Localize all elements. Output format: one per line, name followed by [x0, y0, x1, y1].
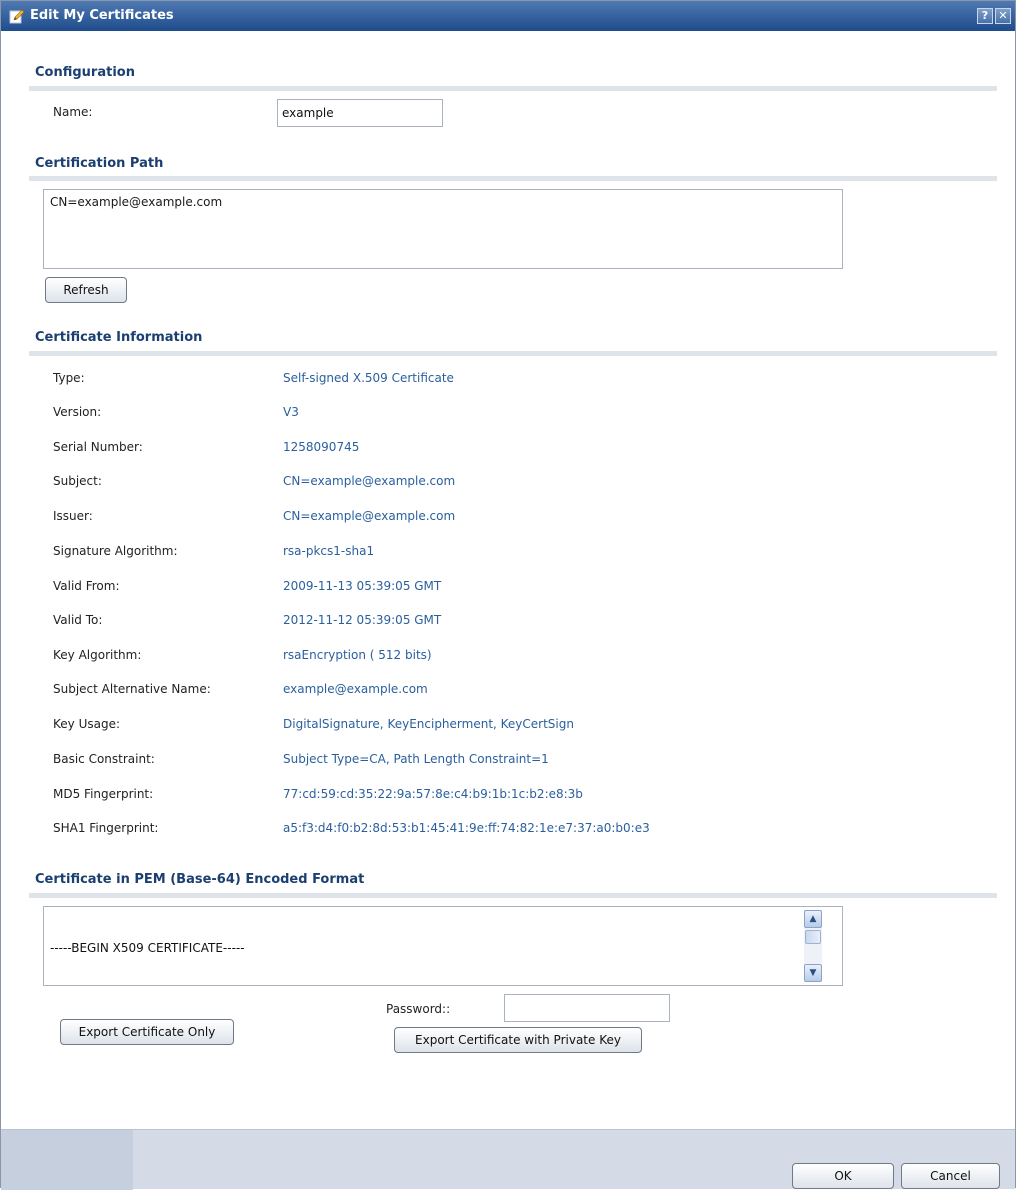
- password-input[interactable]: [504, 994, 670, 1022]
- edit-pencil-icon: [9, 8, 25, 24]
- info-value-version: V3: [283, 405, 299, 419]
- help-icon[interactable]: ?: [977, 8, 993, 24]
- scroll-up-icon[interactable]: ▲: [804, 910, 822, 928]
- configuration-section-title: Configuration: [35, 65, 135, 80]
- pem-section-title: Certificate in PEM (Base-64) Encoded Format: [35, 872, 365, 887]
- certification-path-entry[interactable]: CN=example@example.com: [50, 195, 223, 209]
- export-certificate-only-button[interactable]: Export Certificate Only: [60, 1019, 234, 1045]
- name-input[interactable]: [277, 99, 443, 127]
- section-divider: [29, 351, 997, 356]
- scroll-track[interactable]: [804, 928, 822, 964]
- pem-scrollbar[interactable]: [804, 910, 822, 982]
- info-value-key-usage: DigitalSignature, KeyEncipherment, KeyCertSign: [283, 717, 574, 731]
- info-label-issuer: Issuer:: [53, 509, 93, 523]
- info-label-subject-alternative-name: Subject Alternative Name:: [53, 682, 211, 696]
- info-label-key-usage: Key Usage:: [53, 717, 121, 731]
- info-value-key-algorithm: rsaEncryption ( 512 bits): [283, 648, 432, 662]
- cancel-button[interactable]: Cancel: [901, 1163, 1000, 1189]
- info-value-issuer: CN=example@example.com: [283, 509, 456, 523]
- info-value-serial-number: 1258090745: [283, 440, 360, 454]
- info-label-signature-algorithm: Signature Algorithm:: [53, 544, 178, 558]
- info-label-subject: Subject:: [53, 474, 102, 488]
- info-label-valid-to: Valid To:: [53, 613, 103, 627]
- info-value-valid-to: 2012-11-12 05:39:05 GMT: [283, 613, 442, 627]
- info-label-md5-fingerprint: MD5 Fingerprint:: [53, 787, 154, 801]
- info-value-basic-constraint: Subject Type=CA, Path Length Constraint=1: [283, 752, 549, 766]
- info-value-sha1-fingerprint: a5:f3:d4:f0:b2:8d:53:b1:45:41:9e:ff:74:82:1e:e7:37:a0:b0:e3: [283, 821, 650, 835]
- name-label: Name:: [53, 105, 93, 119]
- info-label-basic-constraint: Basic Constraint:: [53, 752, 155, 766]
- pem-text[interactable]: [50, 911, 818, 986]
- info-label-serial-number: Serial Number:: [53, 440, 143, 454]
- scroll-thumb[interactable]: [805, 930, 821, 944]
- certificate-information-section-title: Certificate Information: [35, 330, 203, 345]
- certification-path-list[interactable]: [43, 189, 843, 269]
- section-divider: [29, 176, 997, 181]
- refresh-button[interactable]: Refresh: [45, 277, 127, 303]
- info-value-type: Self-signed X.509 Certificate: [283, 371, 454, 385]
- info-label-key-algorithm: Key Algorithm:: [53, 648, 142, 662]
- dialog-titlebar: [1, 1, 1015, 31]
- password-label: Password::: [386, 1002, 451, 1016]
- info-label-version: Version:: [53, 405, 102, 419]
- footer-strip: [1, 1130, 133, 1190]
- close-icon[interactable]: ✕: [995, 8, 1011, 24]
- section-divider: [29, 893, 997, 898]
- scroll-down-icon[interactable]: ▼: [804, 964, 822, 982]
- info-label-valid-from: Valid From:: [53, 579, 120, 593]
- export-certificate-with-private-key-button[interactable]: Export Certificate with Private Key: [394, 1027, 642, 1053]
- info-label-type: Type:: [53, 371, 85, 385]
- info-value-valid-from: 2009-11-13 05:39:05 GMT: [283, 579, 442, 593]
- pem-line: -----BEGIN X509 CERTIFICATE-----: [50, 941, 245, 955]
- section-divider: [29, 86, 997, 91]
- info-value-md5-fingerprint: 77:cd:59:cd:35:22:9a:57:8e:c4:b9:1b:1c:b2:e8:3b: [283, 787, 583, 801]
- dialog-title: Edit My Certificates: [30, 8, 174, 23]
- certification-path-section-title: Certification Path: [35, 156, 164, 171]
- ok-button[interactable]: OK: [792, 1163, 894, 1189]
- info-label-sha1-fingerprint: SHA1 Fingerprint:: [53, 821, 159, 835]
- dialog-footer: [1, 1129, 1015, 1189]
- pem-textarea[interactable]: [43, 906, 843, 986]
- info-value-signature-algorithm: rsa-pkcs1-sha1: [283, 544, 375, 558]
- info-value-subject: CN=example@example.com: [283, 474, 456, 488]
- info-value-subject-alternative-name: example@example.com: [283, 682, 428, 696]
